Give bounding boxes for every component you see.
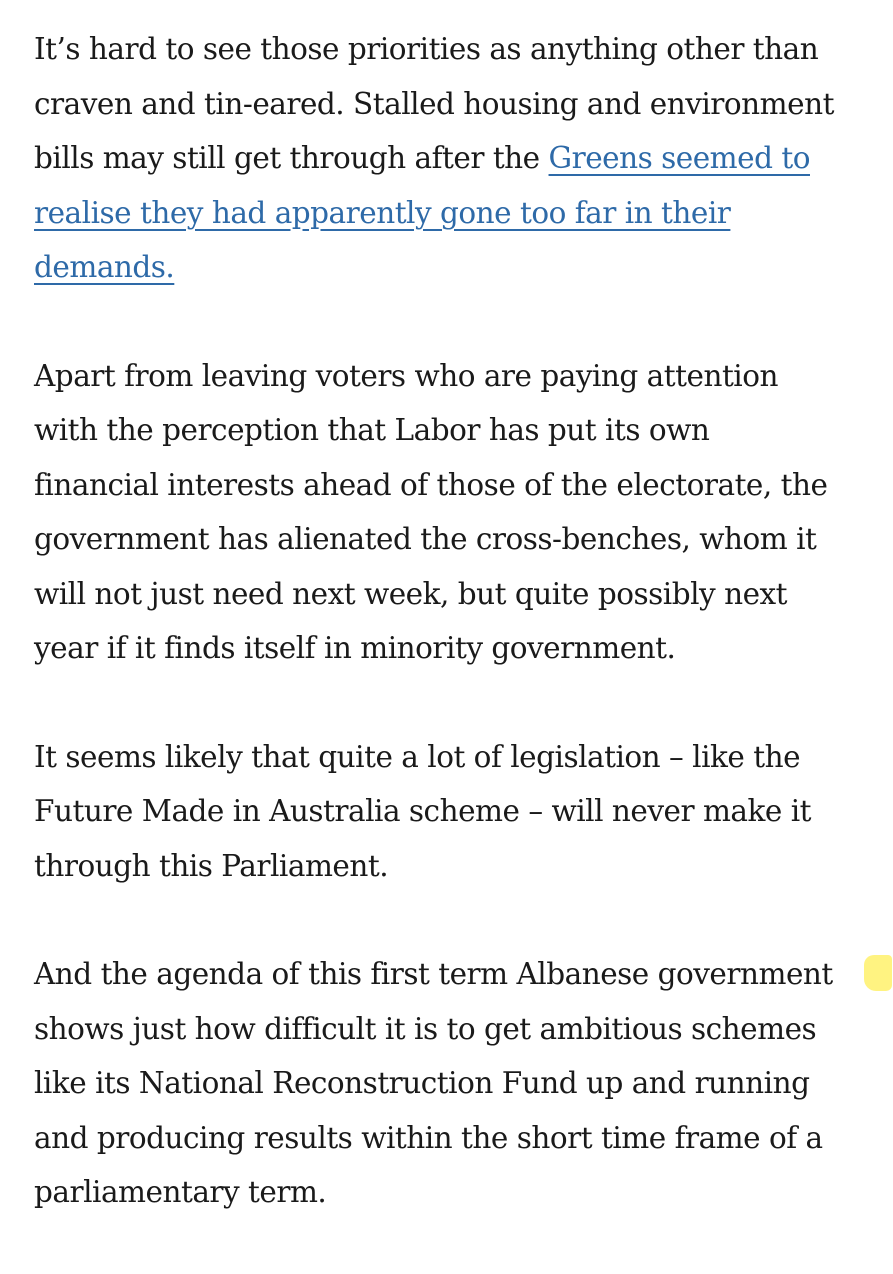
paragraph-2 — [34, 349, 874, 676]
paragraph-line: with the perception that Labor has put its own — [34, 413, 710, 447]
greens-article-link-end[interactable]: demands. — [34, 250, 175, 284]
paragraph-line: and producing results within the short time frame of a — [34, 1120, 823, 1155]
paragraph-line: through this Parliament. — [34, 848, 389, 883]
paragraph-line: financial interests ahead of those of the electorate, the — [34, 467, 828, 502]
paragraph-line: And the agenda of this first term Albanese government — [34, 957, 833, 991]
paragraph-line: year if it finds itself in minority government. — [34, 631, 676, 665]
paragraph-line-link — [34, 186, 874, 241]
paragraph-line: Apart from leaving voters who are paying attention — [34, 358, 778, 393]
greens-article-link-continued[interactable]: realise they had apparently gone too far in their — [34, 195, 731, 230]
paragraph-line: government has alienated the cross-benches, whom it — [34, 522, 817, 556]
paragraph-text: bills may still get through after the — [34, 141, 549, 175]
paragraph-3 — [34, 730, 874, 894]
paragraph-1 — [34, 22, 874, 295]
paragraph-line: like its National Reconstruction Fund up and running — [34, 1066, 810, 1100]
paragraph-line-link — [34, 240, 874, 295]
paragraph-line: craven and tin-eared. Stalled housing and environment — [34, 86, 834, 121]
highlight-mark — [864, 955, 892, 991]
greens-article-link[interactable]: Greens seemed to — [548, 141, 810, 175]
paragraph-4 — [34, 947, 874, 1220]
paragraph-line: It’s hard to see those priorities as anything other than — [34, 32, 819, 66]
paragraph-line-with-link — [34, 131, 874, 186]
paragraph-line: It seems likely that quite a lot of legislation – like the — [34, 739, 801, 774]
paragraph-line: will not just need next week, but quite possibly next — [34, 576, 788, 611]
article-body — [34, 22, 874, 1274]
paragraph-line: Future Made in Australia scheme – will never make it — [34, 794, 812, 828]
paragraph-line: shows just how difficult it is to get ambitious schemes — [34, 1011, 817, 1046]
paragraph-line: parliamentary term. — [34, 1175, 327, 1209]
